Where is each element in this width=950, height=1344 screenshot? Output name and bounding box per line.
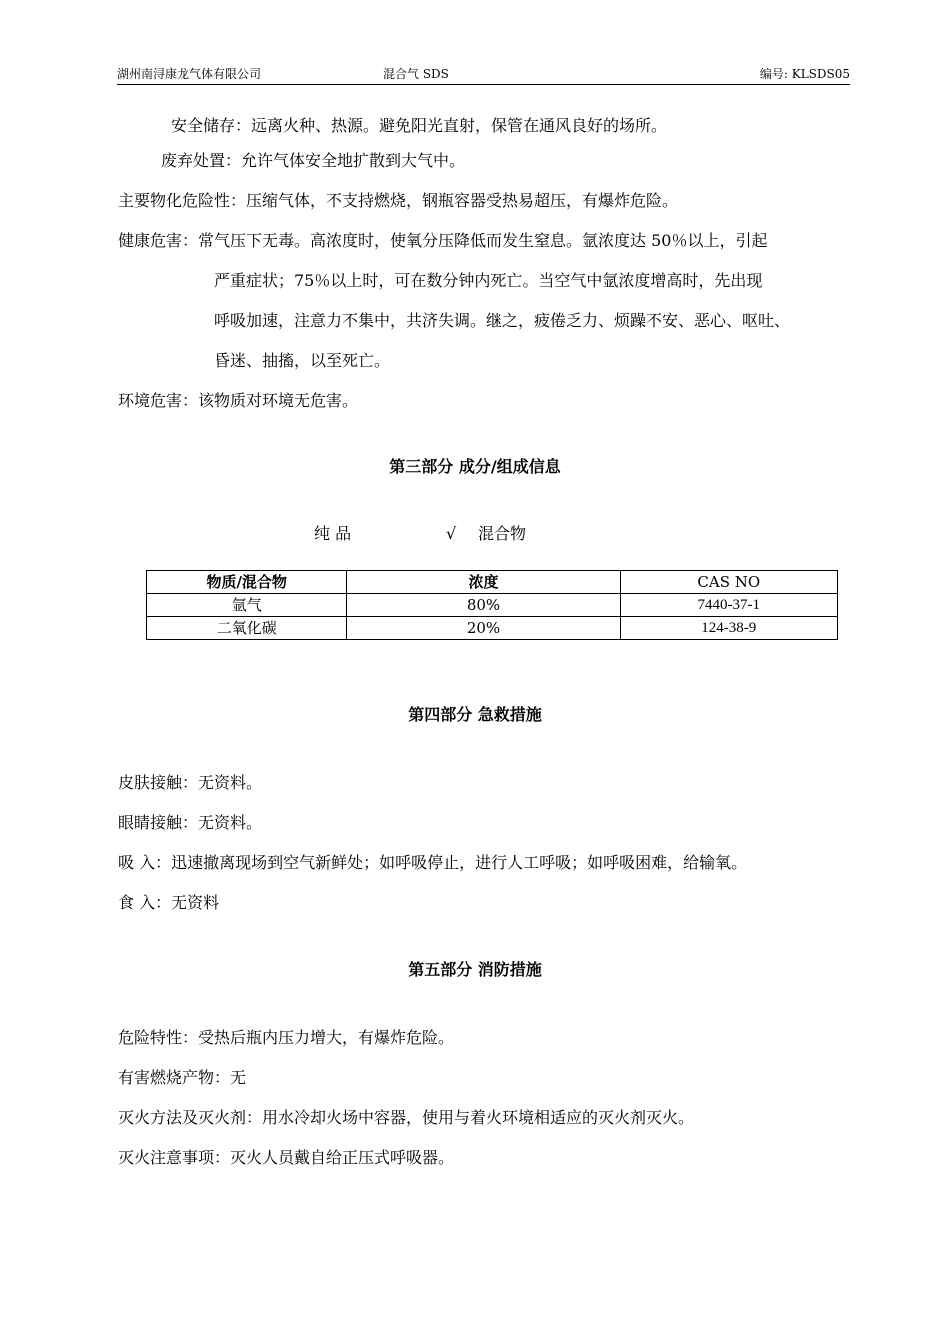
composition-table <box>146 570 838 640</box>
table-row <box>147 617 838 640</box>
cell-cas: 7440-37-1 <box>620 594 837 617</box>
header-substance: 物质/混合物 <box>147 571 347 594</box>
header-concentration: 浓度 <box>347 571 620 594</box>
table-header-row <box>147 571 838 594</box>
table-row <box>147 594 838 617</box>
cell-cas: 124-38-9 <box>620 617 837 640</box>
inhalation-text: 吸 入：迅速撤离现场到空气新鲜处；如呼吸停止，进行人工呼吸；如呼吸困难，给输氧。 <box>118 853 748 872</box>
header-doc-title: 混合气 SDS <box>383 67 449 81</box>
combustion-products-text: 有害燃烧产物：无 <box>118 1068 247 1087</box>
health-text-2: 严重症状；75％以上时，可在数分钟内死亡。当空气中氩浓度增高时，先出现 <box>214 271 763 290</box>
header-company: 湖州南浔康龙气体有限公司 <box>117 67 262 81</box>
cell-substance: 二氧化碳 <box>147 617 347 640</box>
extinguish-method-text: 灭火方法及灭火剂：用水冷却火场中容器，使用与着火环境相适应的灭火剂灭火。 <box>118 1108 695 1127</box>
health-text-1: 健康危害：常气压下无毒。高浓度时，使氧分压降低而发生窒息。氩浓度达 50％以上，引起 <box>118 231 768 250</box>
health-text-4: 昏迷、抽搐，以至死亡。 <box>214 351 391 370</box>
section3-title: 第三部分 成分/组成信息 <box>389 457 561 476</box>
cell-concentration: 80% <box>347 594 620 617</box>
disposal-text: 废弃处置：允许气体安全地扩散到大气中。 <box>161 151 466 170</box>
environment-text: 环境危害：该物质对环境无危害。 <box>118 391 359 410</box>
ingestion-text: 食 入：无资料 <box>118 893 220 912</box>
section5-title: 第五部分 消防措施 <box>408 960 542 979</box>
section4-title: 第四部分 急救措施 <box>408 705 542 724</box>
header-doc-code: 编号: KLSDS05 <box>759 67 850 81</box>
page-header <box>117 66 850 85</box>
firefighting-notes-text: 灭火注意事项：灭火人员戴自给正压式呼吸器。 <box>118 1148 455 1167</box>
health-text-3: 呼吸加速，注意力不集中，共济失调。继之，疲倦乏力、烦躁不安、恶心、呕吐、 <box>214 311 791 330</box>
pure-label: 纯 品 <box>314 524 352 543</box>
skin-contact-text: 皮肤接触：无资料。 <box>118 773 263 792</box>
hazard-text: 主要物化危险性：压缩气体，不支持燃烧，钢瓶容器受热易超压，有爆炸危险。 <box>118 191 679 210</box>
storage-text: 安全储存：远离火种、热源。避免阳光直射，保管在通风良好的场所。 <box>171 116 668 135</box>
header-cas: CAS NO <box>620 571 837 594</box>
eye-contact-text: 眼睛接触：无资料。 <box>118 813 263 832</box>
cell-substance: 氩气 <box>147 594 347 617</box>
danger-text: 危险特性：受热后瓶内压力增大，有爆炸危险。 <box>118 1028 455 1047</box>
mixture-label: 混合物 <box>478 524 527 543</box>
check-mark: √ <box>446 524 457 543</box>
cell-concentration: 20% <box>347 617 620 640</box>
